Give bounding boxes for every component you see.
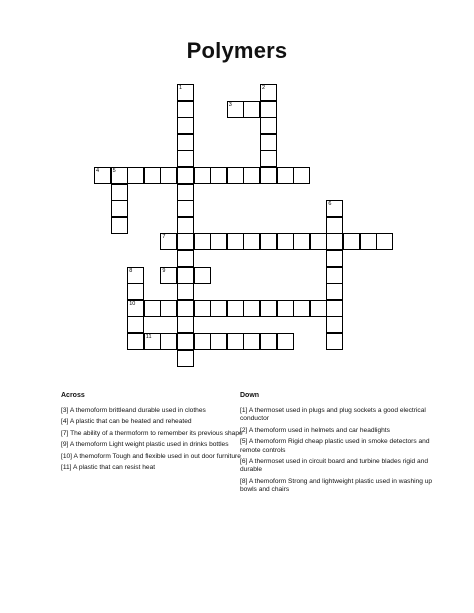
- grid-cell[interactable]: [111, 184, 128, 201]
- grid-cell[interactable]: [260, 117, 277, 134]
- down-clue-text: A themoform Strong and lightweight plastic used in washing up bowls and chairs: [240, 477, 433, 494]
- grid-cell[interactable]: [177, 84, 194, 101]
- down-clue: [240, 407, 440, 424]
- across-heading: Across: [61, 392, 85, 399]
- grid-cell[interactable]: [194, 333, 211, 350]
- grid-cell[interactable]: [177, 350, 194, 367]
- puzzle-title: Polymers: [186, 38, 288, 63]
- grid-cell[interactable]: [260, 150, 277, 167]
- grid-cell[interactable]: [326, 300, 343, 317]
- grid-cell[interactable]: [310, 233, 327, 250]
- cell-number: 9: [162, 267, 166, 274]
- down-clue-number: [6]: [240, 458, 248, 466]
- down-clue-number: [5]: [240, 438, 248, 446]
- down-clue: [240, 438, 440, 455]
- across-clue-text: A plastic that can be heated and reheated: [69, 418, 192, 426]
- grid-cell[interactable]: [127, 167, 144, 184]
- grid-cell[interactable]: [277, 333, 294, 350]
- across-clue-number: [10]: [61, 452, 72, 460]
- grid-cell[interactable]: [194, 267, 211, 284]
- cell-number: 4: [96, 168, 100, 174]
- down-clue-number: [2]: [240, 426, 248, 434]
- cell-number: 8: [129, 267, 133, 274]
- grid-cell[interactable]: [326, 267, 343, 284]
- grid-cell[interactable]: [227, 167, 244, 184]
- across-clue: [61, 407, 261, 415]
- grid-cell[interactable]: [260, 84, 277, 101]
- grid-cell[interactable]: [194, 300, 211, 317]
- grid-cell[interactable]: [277, 300, 294, 317]
- grid-cell[interactable]: [194, 233, 211, 250]
- grid-cell[interactable]: [194, 167, 211, 184]
- grid-cell[interactable]: [376, 233, 393, 250]
- grid-cell[interactable]: [177, 167, 194, 184]
- across-clues: [61, 392, 261, 475]
- grid-cell[interactable]: [127, 316, 144, 333]
- grid-cell[interactable]: [243, 300, 260, 317]
- across-clue: [61, 453, 261, 461]
- grid-cell[interactable]: [177, 101, 194, 118]
- grid-cell[interactable]: [293, 300, 310, 317]
- grid-cell[interactable]: [260, 300, 277, 317]
- grid-cell[interactable]: [160, 233, 177, 250]
- grid-cell[interactable]: [160, 333, 177, 350]
- grid-cell[interactable]: [127, 283, 144, 300]
- across-clue-number: [7]: [61, 429, 69, 437]
- across-clue-text: The ability of a thermoform to remember its previous shape: [70, 429, 243, 437]
- across-clue-number: [11]: [61, 464, 72, 472]
- across-clue-number: [4]: [61, 418, 69, 426]
- grid-cell[interactable]: [243, 233, 260, 250]
- grid-cell[interactable]: [326, 217, 343, 234]
- grid-cell[interactable]: [111, 217, 128, 234]
- grid-cell[interactable]: [127, 333, 144, 350]
- grid-cell[interactable]: [177, 117, 194, 134]
- grid-cell[interactable]: [127, 300, 144, 317]
- cell-number: 10: [129, 300, 136, 307]
- grid-cell[interactable]: [177, 184, 194, 201]
- down-clue-text: A thermoset used in plugs and plug sockets a good electrical conductor: [240, 407, 426, 423]
- grid-cell[interactable]: [177, 250, 194, 267]
- grid-cell[interactable]: [326, 233, 343, 250]
- grid-cell[interactable]: [326, 200, 343, 217]
- grid-cell[interactable]: [160, 267, 177, 284]
- down-clue-text: A thermoset used in circuit board and turbine blades rigid and durable: [240, 458, 429, 474]
- grid-cell[interactable]: [243, 333, 260, 350]
- grid-cell[interactable]: [260, 233, 277, 250]
- across-clue-text: A plastic that can resist heat: [72, 464, 156, 472]
- grid-cell[interactable]: [227, 233, 244, 250]
- grid-cell[interactable]: [243, 167, 260, 184]
- down-clue-number: [8]: [240, 477, 248, 485]
- cell-number: 3: [228, 101, 232, 108]
- down-clues: [240, 392, 440, 498]
- grid-cell[interactable]: [210, 167, 227, 184]
- across-clue-number: [9]: [61, 441, 69, 449]
- grid-cell[interactable]: [227, 333, 244, 350]
- grid-cell[interactable]: [111, 200, 128, 217]
- cell-number: 1: [179, 85, 183, 91]
- across-clue-number: [3]: [61, 407, 69, 414]
- grid-cell[interactable]: [260, 167, 277, 184]
- across-clue-text: A themoform Light weight plastic used in drinks bottles: [69, 441, 229, 449]
- across-clue: [61, 464, 261, 472]
- grid-cell[interactable]: [326, 283, 343, 300]
- cell-number: 2: [262, 85, 266, 91]
- grid-cell[interactable]: [293, 233, 310, 250]
- grid-cell[interactable]: [210, 333, 227, 350]
- grid-cell[interactable]: [127, 267, 144, 284]
- grid-cell[interactable]: [243, 101, 260, 118]
- grid-cell[interactable]: [160, 300, 177, 317]
- grid-cell[interactable]: [144, 167, 161, 184]
- across-clue: [61, 430, 261, 438]
- across-clue-text: A themoform brittleand durable used in clothes: [69, 407, 206, 414]
- grid-cell[interactable]: [177, 283, 194, 300]
- grid-cell[interactable]: [177, 200, 194, 217]
- grid-cell[interactable]: [177, 150, 194, 167]
- down-clue: [240, 427, 440, 435]
- grid-cell[interactable]: [326, 316, 343, 333]
- grid-cell[interactable]: [260, 333, 277, 350]
- cell-number: 11: [145, 334, 152, 340]
- cell-number: 6: [328, 201, 332, 208]
- down-heading: Down: [240, 392, 260, 399]
- grid-cell[interactable]: [177, 316, 194, 333]
- cell-number: 7: [162, 234, 166, 241]
- grid-cell[interactable]: [177, 267, 194, 284]
- grid-cell[interactable]: [177, 134, 194, 151]
- grid-cell[interactable]: [210, 233, 227, 250]
- across-clue: [61, 441, 261, 449]
- grid-cell[interactable]: [177, 333, 194, 350]
- grid-cell[interactable]: [111, 167, 128, 184]
- grid-cell[interactable]: [160, 167, 177, 184]
- down-clue-text: A themoform Rigid cheap plastic used in smoke detectors and remote controls: [240, 438, 430, 454]
- grid-cell[interactable]: [177, 217, 194, 234]
- grid-cell[interactable]: [326, 250, 343, 267]
- cell-number: 5: [112, 168, 116, 174]
- grid-cell[interactable]: [177, 300, 194, 317]
- grid-cell[interactable]: [310, 300, 327, 317]
- grid-cell[interactable]: [94, 167, 111, 184]
- grid-cell[interactable]: [260, 101, 277, 118]
- down-clue: [240, 478, 440, 495]
- down-clue: [240, 458, 440, 475]
- grid-cell[interactable]: [210, 300, 227, 317]
- grid-cell[interactable]: [227, 300, 244, 317]
- grid-cell[interactable]: [260, 134, 277, 151]
- grid-cell[interactable]: [144, 333, 161, 350]
- across-clue: [61, 418, 261, 426]
- grid-cell[interactable]: [277, 233, 294, 250]
- grid-cell[interactable]: [177, 233, 194, 250]
- grid-cell[interactable]: [144, 300, 161, 317]
- grid-cell[interactable]: [277, 167, 294, 184]
- grid-cell[interactable]: [343, 233, 360, 250]
- down-clue-text: A themoform used in helmets and car headlights: [248, 426, 390, 434]
- grid-cell[interactable]: [326, 333, 343, 350]
- grid-cell[interactable]: [360, 233, 377, 250]
- grid-cell[interactable]: [227, 101, 244, 118]
- across-clue-text: A themoform Tough and flexible used in out door furniture: [73, 452, 241, 460]
- grid-cell[interactable]: [293, 167, 310, 184]
- down-clue-number: [1]: [240, 407, 248, 414]
